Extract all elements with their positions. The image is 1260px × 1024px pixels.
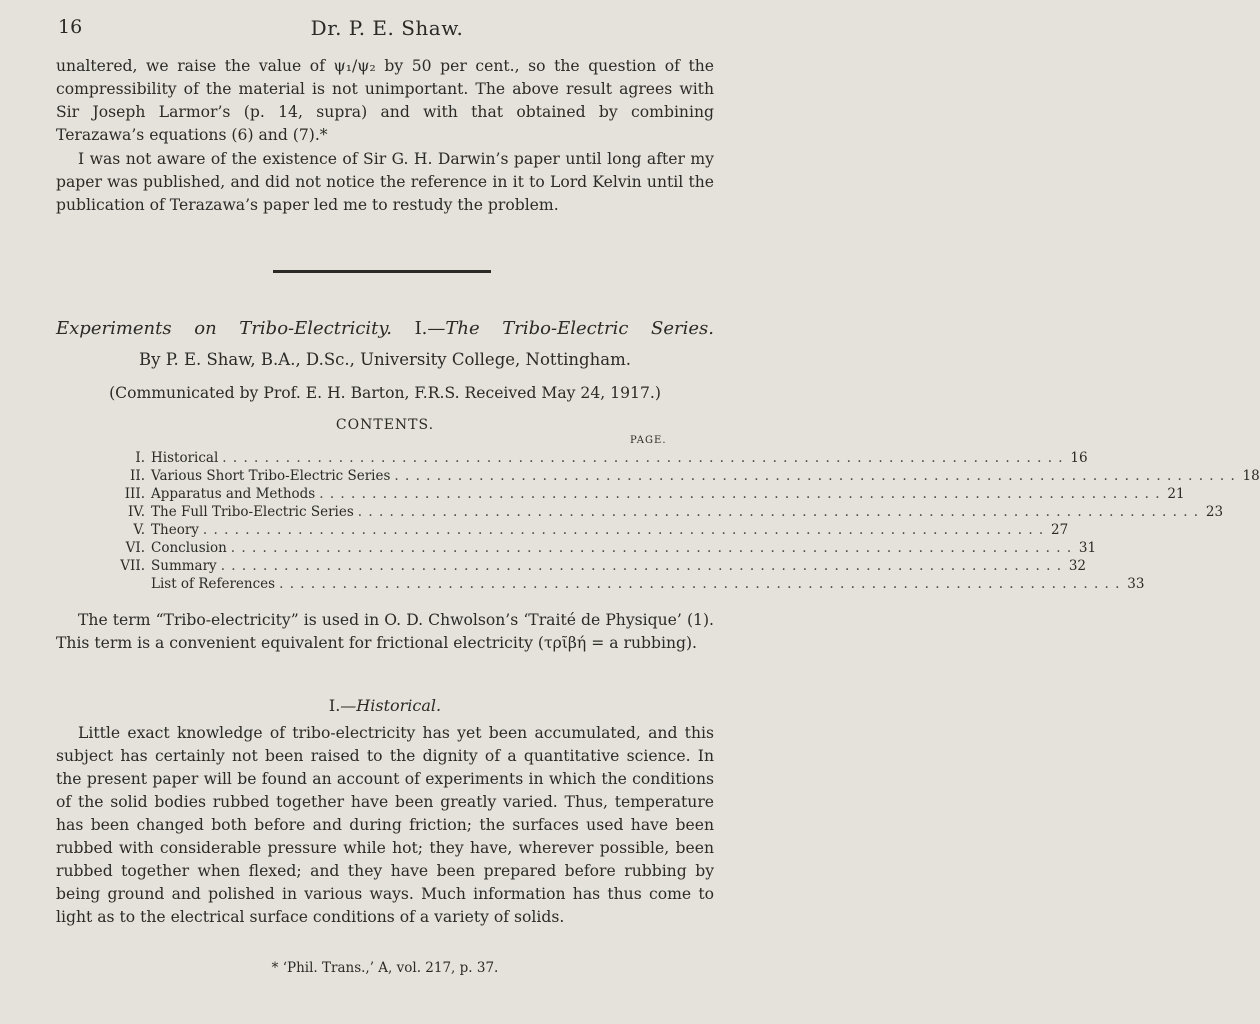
contents-row-page: 18 bbox=[1242, 468, 1260, 484]
title-prefix: Experiments on Tribo-Electricity. bbox=[56, 318, 392, 339]
contents-row-leader-dots: . . . . . . . . . . . . . . . . . . . . . . . . . . . . . . . . . . . . . . . . . . . . . . . . . . . . . . . . . . . . . . . . . . . . . . . . . . . . . . . . bbox=[230, 540, 1073, 556]
title-part: I. bbox=[414, 318, 428, 339]
contents-row-page: 33 bbox=[1127, 576, 1145, 592]
running-head: Dr. P. E. Shaw. bbox=[310, 16, 464, 40]
title-suffix: —The Tribo-Electric Series. bbox=[427, 318, 714, 339]
page-number: 16 bbox=[58, 16, 83, 38]
section-title: —Historical. bbox=[340, 696, 442, 715]
contents-row bbox=[90, 467, 1260, 485]
darwin-paragraph: I was not aware of the existence of Sir G. H. Darwin’s paper until long after my paper was published, and did not notice the reference in it to Lord Kelvin until the publication of Terazawa’s paper led me to restudy the problem. bbox=[56, 150, 714, 214]
contents-row-title: Theory bbox=[151, 522, 199, 538]
contents-row-title: Summary bbox=[151, 558, 217, 574]
contents-row-number: III. bbox=[124, 486, 145, 502]
contents-row bbox=[90, 449, 1088, 467]
historical-paragraph: Little exact knowledge of tribo-electricity has yet been accumulated, and this subject has certainly not been raised to the dignity of a quantitative science. In the present paper will be found an account of experiments in which the conditions of the solid bodies rubbed together have been greatly varied. Thus, temperature has been changed both before and during friction; the surfaces used have been rubbed with considerable pressure while hot; they have, wherever possible, been rubbed together when flexed; and they have been prepared before rubbing by being ground and polished in various ways. Much information has thus come to light as to the electrical surface conditions of a variety of solids. bbox=[56, 724, 714, 926]
contents-row bbox=[90, 521, 1069, 539]
contents-row-number: V. bbox=[133, 522, 145, 538]
contents-row-page: 27 bbox=[1051, 522, 1069, 538]
communicated-note: (Communicated by Prof. E. H. Barton, F.R.S. Received May 24, 1917.) bbox=[109, 384, 661, 402]
contents-row-page: 16 bbox=[1070, 450, 1088, 466]
contents-row-page: 31 bbox=[1078, 540, 1097, 556]
contents-row-title: The Full Tribo-Electric Series bbox=[151, 504, 354, 520]
table-of-contents bbox=[90, 449, 1260, 593]
contents-row-leader-dots: . . . . . . . . . . . . . . . . . . . . . . . . . . . . . . . . . . . . . . . . . . . . . . . . . . . . . . . . . . . . . . . . . . . . . . . . . . . . . . . . bbox=[279, 576, 1121, 592]
contents-row-number: II. bbox=[130, 468, 145, 484]
contents-row bbox=[90, 485, 1185, 503]
contents-row bbox=[90, 539, 1097, 557]
contents-row-leader-dots: . . . . . . . . . . . . . . . . . . . . . . . . . . . . . . . . . . . . . . . . . . . . . . . . . . . . . . . . . . . . . . . . . . . . . . . . . . . . . . . . bbox=[222, 450, 1064, 466]
contents-row-title: Historical bbox=[151, 450, 219, 466]
author-byline: By P. E. Shaw, B.A., D.Sc., University College, Nottingham. bbox=[139, 350, 631, 369]
contents-row-number: I. bbox=[135, 450, 145, 466]
contents-row-leader-dots: . . . . . . . . . . . . . . . . . . . . . . . . . . . . . . . . . . . . . . . . . . . . . . . . . . . . . . . . . . . . . . . . . . . . . . . . . . . . . . . . bbox=[319, 486, 1161, 502]
contents-row-leader-dots: . . . . . . . . . . . . . . . . . . . . . . . . . . . . . . . . . . . . . . . . . . . . . . . . . . . . . . . . . . . . . . . . . . . . . . . . . . . . . . . . bbox=[357, 504, 1200, 520]
contents-row bbox=[90, 503, 1224, 521]
contents-row-title: Apparatus and Methods bbox=[151, 486, 316, 502]
contents-row-number: VI. bbox=[125, 540, 145, 556]
section-number: I. bbox=[328, 696, 341, 715]
contents-row-title: List of References bbox=[151, 576, 276, 592]
contents-row-number: VII. bbox=[120, 558, 145, 574]
contents-row-leader-dots: . . . . . . . . . . . . . . . . . . . . . . . . . . . . . . . . . . . . . . . . . . . . . . . . . . . . . . . . . . . . . . . . . . . . . . . . . . . . . . . . bbox=[220, 558, 1062, 574]
contents-row-title: Various Short Tribo-Electric Series bbox=[151, 468, 391, 484]
contents-row-page: 32 bbox=[1068, 558, 1086, 574]
article-title bbox=[56, 318, 714, 339]
intro-paragraph: The term “Tribo-electricity” is used in O. D. Chwolson’s ‘Traité de Physique’ (1). This term is a convenient equivalent for frictional electricity (τρῖβή = a rubbing). bbox=[56, 611, 714, 652]
page-header bbox=[58, 16, 716, 44]
continued-paragraph: unaltered, we raise the value of ψ₁/ψ₂ by 50 per cent., so the question of the compressibility of the material is not unimportant. The above result agrees with Sir Joseph Larmor’s (p. 14, supra) and with that obtained by combining Terazawa’s equations (6) and (7).* bbox=[56, 57, 714, 144]
contents-row-page: 23 bbox=[1205, 504, 1224, 520]
footnote: * ‘Phil. Trans.,’ A, vol. 217, p. 37. bbox=[271, 960, 499, 976]
contents-row bbox=[90, 575, 1145, 593]
contents-row-title: Conclusion bbox=[151, 540, 227, 556]
section-divider-rule bbox=[273, 270, 491, 273]
contents-heading: CONTENTS. bbox=[335, 417, 435, 433]
contents-row bbox=[90, 557, 1086, 575]
section-heading-historical bbox=[56, 696, 714, 715]
contents-page-label: PAGE. bbox=[630, 435, 667, 446]
contents-row-leader-dots: . . . . . . . . . . . . . . . . . . . . . . . . . . . . . . . . . . . . . . . . . . . . . . . . . . . . . . . . . . . . . . . . . . . . . . . . . . . . . . . . bbox=[202, 522, 1045, 538]
contents-row-page: 21 bbox=[1167, 486, 1185, 502]
contents-row-number: IV. bbox=[127, 504, 145, 520]
contents-row-number bbox=[90, 575, 151, 593]
contents-row-leader-dots: . . . . . . . . . . . . . . . . . . . . . . . . . . . . . . . . . . . . . . . . . . . . . . . . . . . . . . . . . . . . . . . . . . . . . . . . . . . . . . . . bbox=[394, 468, 1236, 484]
